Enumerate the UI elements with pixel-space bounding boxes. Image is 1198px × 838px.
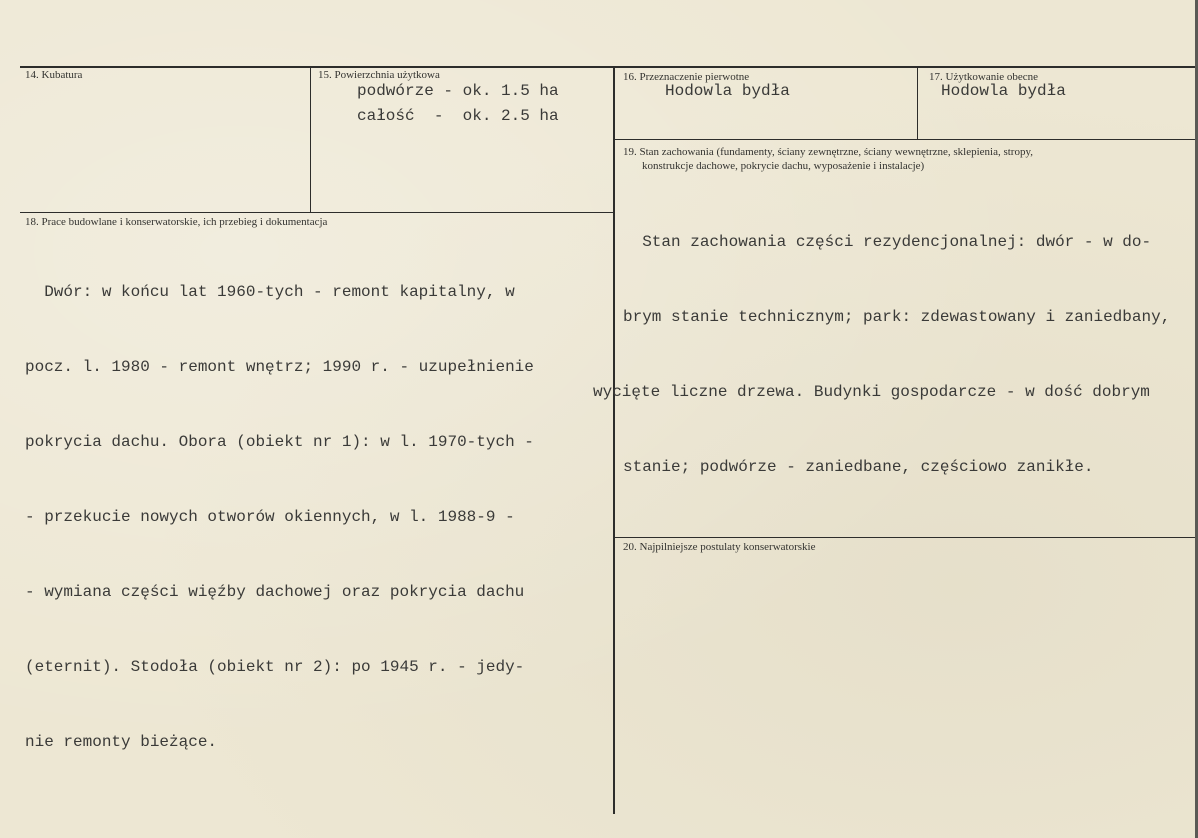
- field-19-text-line: Stan zachowania części rezydencjonalnej: dwór - w do-: [623, 233, 1152, 251]
- field-19-label-line-2: konstrukcje dachowe, pokrycie dachu, wyposażenie i instalacje): [642, 160, 925, 172]
- field-18-text-line: - wymiana części więźby dachowej oraz pokrycia dachu: [25, 583, 525, 601]
- field-19-text-line: stanie; podwórze - zaniedbane, częściowo zanikłe.: [623, 458, 1094, 476]
- field-19-text: [593, 180, 1171, 530]
- field-18-text-line: (eternit). Stodoła (obiekt nr 2): po 1945 r. - jedy-: [25, 658, 525, 676]
- main-vertical-divider: [613, 66, 615, 814]
- rule-above-19: [614, 139, 1196, 140]
- top-rule: [20, 66, 1196, 68]
- field-20-label: 20. Najpilniejsze postulaty konserwatorskie: [623, 541, 816, 553]
- field-18-text-line: pokrycia dachu. Obora (obiekt nr 1): w l. 1970-tych -: [25, 433, 534, 451]
- field-19-text-line: wycięte liczne drzewa. Budynki gospodarcze - w dość dobrym: [593, 383, 1150, 401]
- field-18-text: [25, 230, 534, 805]
- field-18-label: 18. Prace budowlane i konserwatorskie, ich przebieg i dokumentacja: [25, 216, 328, 228]
- field-17-value: Hodowla bydła: [941, 82, 1066, 100]
- field-19-text-line: brym stanie technicznym; park: zdewastowany i zaniedbany,: [623, 308, 1171, 326]
- field-18-text-line: nie remonty bieżące.: [25, 733, 218, 751]
- rule-above-20: [614, 537, 1196, 538]
- field-18-text-line: pocz. l. 1980 - remont wnętrz; 1990 r. - uzupełnienie: [25, 358, 534, 376]
- field-16-value: Hodowla bydła: [665, 82, 790, 100]
- field-16-label: 16. Przeznaczenie pierwotne: [623, 71, 750, 83]
- field-15-value-line-2: całość - ok. 2.5 ha: [357, 107, 559, 125]
- field-18-text-line: - przekucie nowych otworów okiennych, w l. 1988-9 -: [25, 508, 515, 526]
- field-19-label-line-1: 19. Stan zachowania (fundamenty, ściany zewnętrzne, ściany wewnętrzne, sklepienia, stropy,: [623, 146, 1034, 158]
- field-14-label: 14. Kubatura: [25, 69, 83, 81]
- field-15-value-line-1: podwórze - ok. 1.5 ha: [357, 82, 559, 100]
- rule-above-18: [20, 212, 614, 213]
- divider-14-15: [310, 66, 311, 212]
- field-15-label: 15. Powierzchnia użytkowa: [318, 69, 440, 81]
- field-17-label: 17. Użytkowanie obecne: [929, 71, 1039, 83]
- divider-16-17: [917, 66, 918, 139]
- field-18-text-line: Dwór: w końcu lat 1960-tych - remont kapitalny, w: [25, 283, 515, 301]
